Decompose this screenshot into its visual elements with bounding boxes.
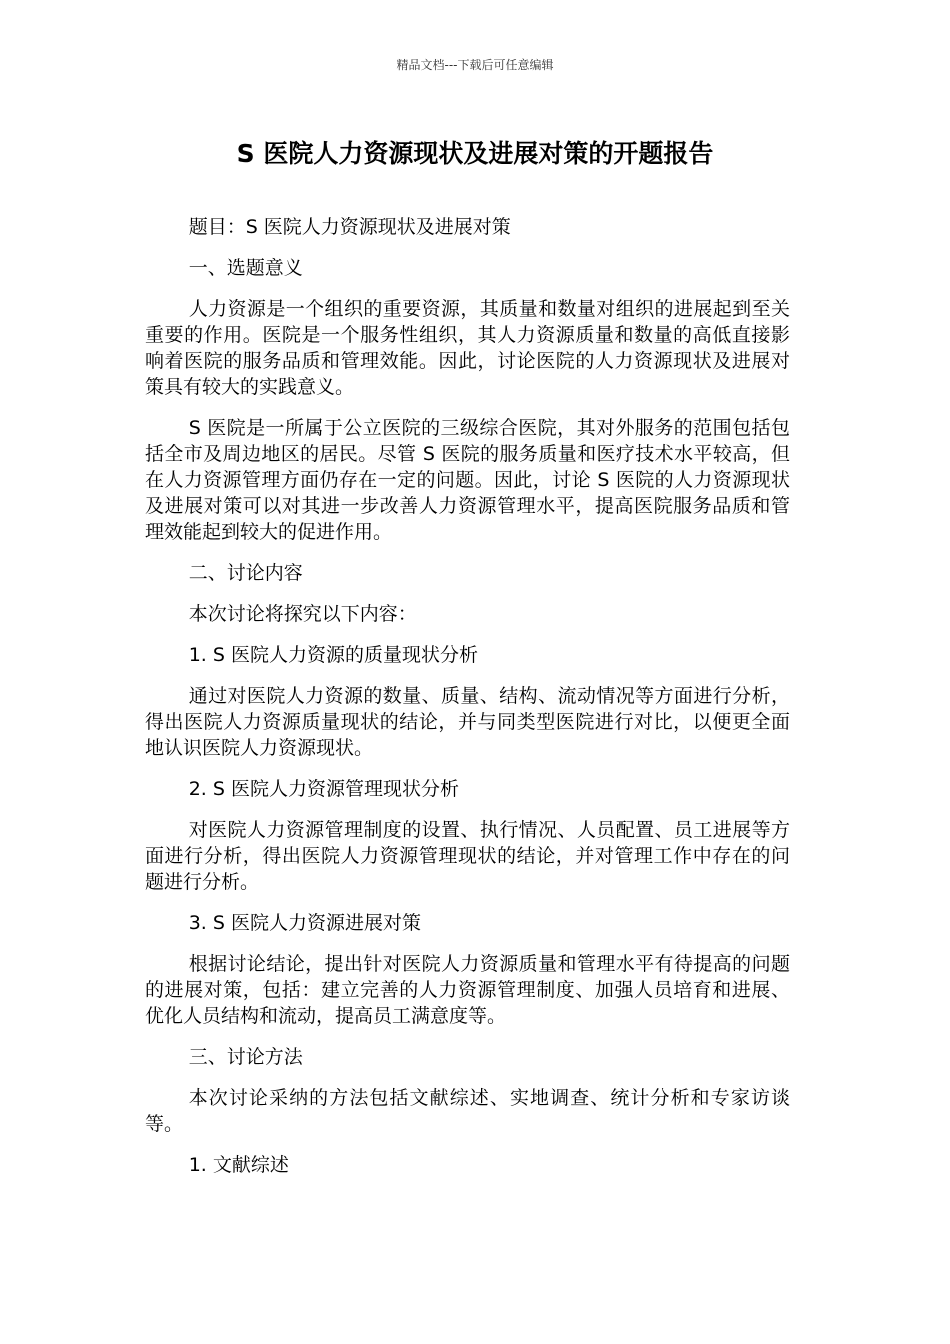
subsection-heading: 1. 文献综述 [188,1154,289,1176]
body-paragraph: 通过对医院人力资源的数量、质量、结构、流动情况等方面进行分析，得出医院人力资源质量现状的结论，并与同类型医院进行对比，以便更全面地认识医院人力资源现状。 [145,685,790,759]
subsection-heading: 3. S 医院人力资源进展对策 [188,912,421,934]
section-heading-significance: 一、选题意义 [188,257,303,279]
subsection-heading: 1. S 医院人力资源的质量现状分析 [188,644,478,666]
document-body [145,214,790,1193]
topic-line: 题目：S 医院人力资源现状及进展对策 [188,216,511,238]
section-heading-content: 二、讨论内容 [188,562,303,584]
body-paragraph: 对医院人力资源管理制度的设置、执行情况、人员配置、员工进展等方面进行分析，得出医院人力资源管理现状的结论，并对管理工作中存在的问题进行分析。 [145,819,790,893]
body-paragraph: 本次讨论将探究以下内容： [188,603,417,625]
body-paragraph: 人力资源是一个组织的重要资源，其质量和数量对组织的进展起到至关重要的作用。医院是一个服务性组织，其人力资源质量和数量的高低直接影响着医院的服务品质和管理效能。因此，讨论医院的人力资源现状及进展对策具有较大的实践意义。 [145,298,790,398]
body-paragraph: S 医院是一所属于公立医院的三级综合医院，其对外服务的范围包括包括全市及周边地区的居民。尽管 S 医院的服务质量和医疗技术水平较高，但在人力资源管理方面仍存在一定的问题。因此，讨论 S 医院的人力资源现状及进展对策可以对其进一步改善人力资源管理水平，提高医院服务品质和管理效能起到较大的促进作用。 [145,417,790,543]
section-heading-methods: 三、讨论方法 [188,1046,303,1068]
page-header: 精品文档---下载后可任意编辑 [396,58,554,72]
document-title: S 医院人力资源现状及进展对策的开题报告 [236,139,714,168]
subsection-heading: 2. S 医院人力资源管理现状分析 [188,778,459,800]
body-paragraph: 本次讨论采纳的方法包括文献综述、实地调查、统计分析和专家访谈等。 [145,1087,790,1135]
body-paragraph: 根据讨论结论，提出针对医院人力资源质量和管理水平有待提高的问题的进展对策，包括：建立完善的人力资源管理制度、加强人员培育和进展、优化人员结构和流动，提高员工满意度等。 [145,953,790,1027]
